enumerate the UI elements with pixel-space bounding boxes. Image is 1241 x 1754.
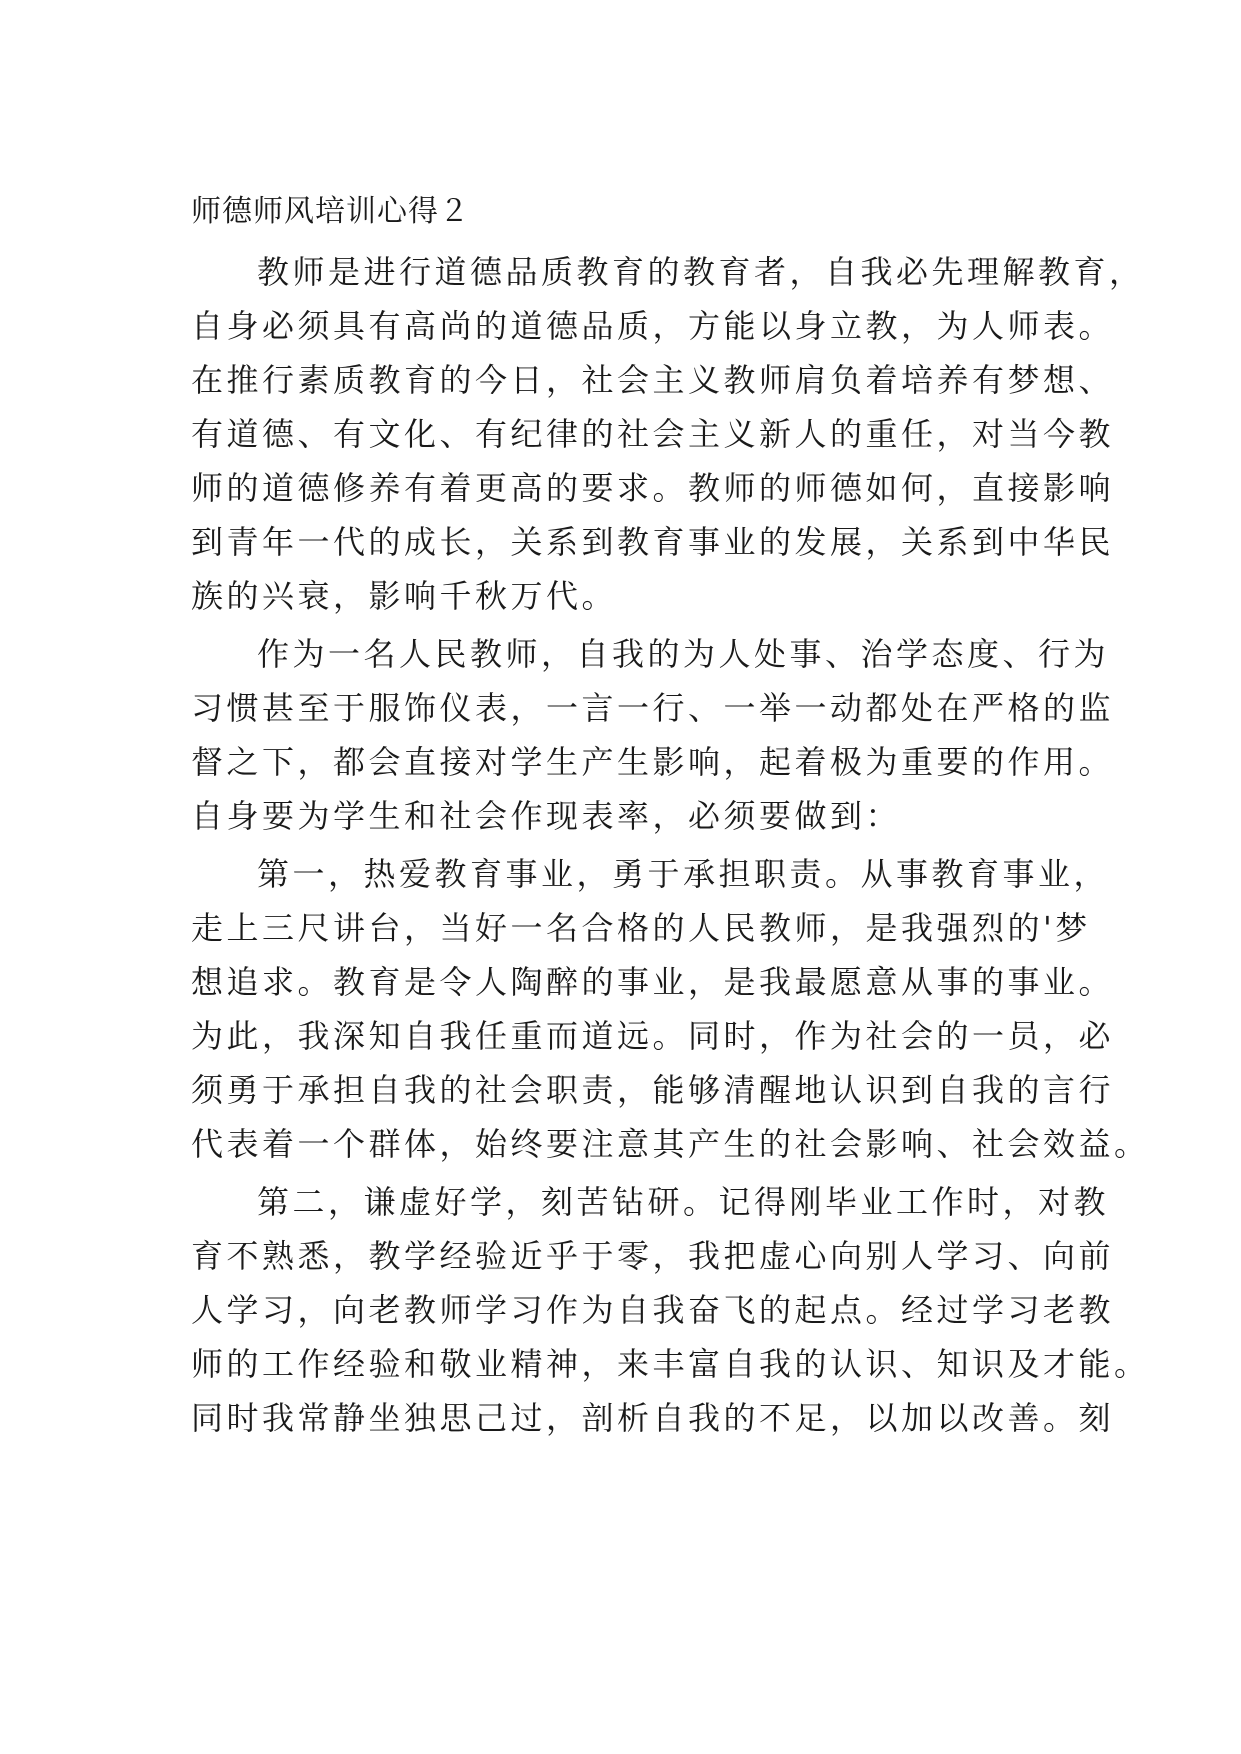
paragraph-2-line-1: 作为一名人民教师，自我的为人处事、治学态度、行为: [257, 635, 1110, 673]
paragraph-4-line-4: 师的工作经验和敬业精神，来丰富自我的认识、知识及才能。: [191, 1345, 1150, 1383]
document-title: 师德师风培训心得２: [191, 194, 470, 229]
paragraph-1-line-7: 族的兴衰，影响千秋万代。: [191, 577, 618, 615]
paragraph-1-line-2: 自身必须具有高尚的道德品质，方能以身立教，为人师表。: [191, 307, 1115, 345]
paragraph-1-line-3: 在推行素质教育的今日，社会主义教师肩负着培养有梦想、: [191, 361, 1115, 399]
paragraph-1-line-5: 师的道德修养有着更高的要求。教师的师德如何，直接影响: [191, 469, 1115, 507]
paragraph-4-line-2: 育不熟悉，教学经验近乎于零，我把虚心向别人学习、向前: [191, 1237, 1115, 1275]
paragraph-2-line-2: 习惯甚至于服饰仪表，一言一行、一举一动都处在严格的监: [191, 689, 1115, 727]
paragraph-3-line-3: 想追求。教育是令人陶醉的事业，是我最愿意从事的事业。: [191, 963, 1115, 1001]
paragraph-2-line-4: 自身要为学生和社会作现表率，必须要做到：: [191, 797, 902, 835]
paragraph-4-line-1: 第二，谦虚好学，刻苦钻研。记得刚毕业工作时，对教: [257, 1183, 1110, 1221]
paragraph-3-line-4: 为此，我深知自我任重而道远。同时，作为社会的一员，必: [191, 1017, 1115, 1055]
paragraph-1-line-1: 教师是进行道德品质教育的教育者，自我必先理解教育，: [257, 253, 1145, 291]
paragraph-1-line-4: 有道德、有文化、有纪律的社会主义新人的重任，对当今教: [191, 415, 1115, 453]
paragraph-3-line-6: 代表着一个群体，始终要注意其产生的社会影响、社会效益。: [191, 1125, 1150, 1163]
paragraph-4-line-5: 同时我常静坐独思己过，剖析自我的不足，以加以改善。刻: [191, 1399, 1115, 1437]
paragraph-3-line-5: 须勇于承担自我的社会职责，能够清醒地认识到自我的言行: [191, 1071, 1115, 1109]
paragraph-3-line-2: 走上三尺讲台，当好一名合格的人民教师，是我强烈的'梦: [191, 909, 1091, 947]
paragraph-1-line-6: 到青年一代的成长，关系到教育事业的发展，关系到中华民: [191, 523, 1115, 561]
paragraph-2-line-3: 督之下，都会直接对学生产生影响，起着极为重要的作用。: [191, 743, 1115, 781]
paragraph-3-line-1: 第一，热爱教育事业，勇于承担职责。从事教育事业，: [257, 855, 1110, 893]
paragraph-4-line-3: 人学习，向老教师学习作为自我奋飞的起点。经过学习老教: [191, 1291, 1115, 1329]
